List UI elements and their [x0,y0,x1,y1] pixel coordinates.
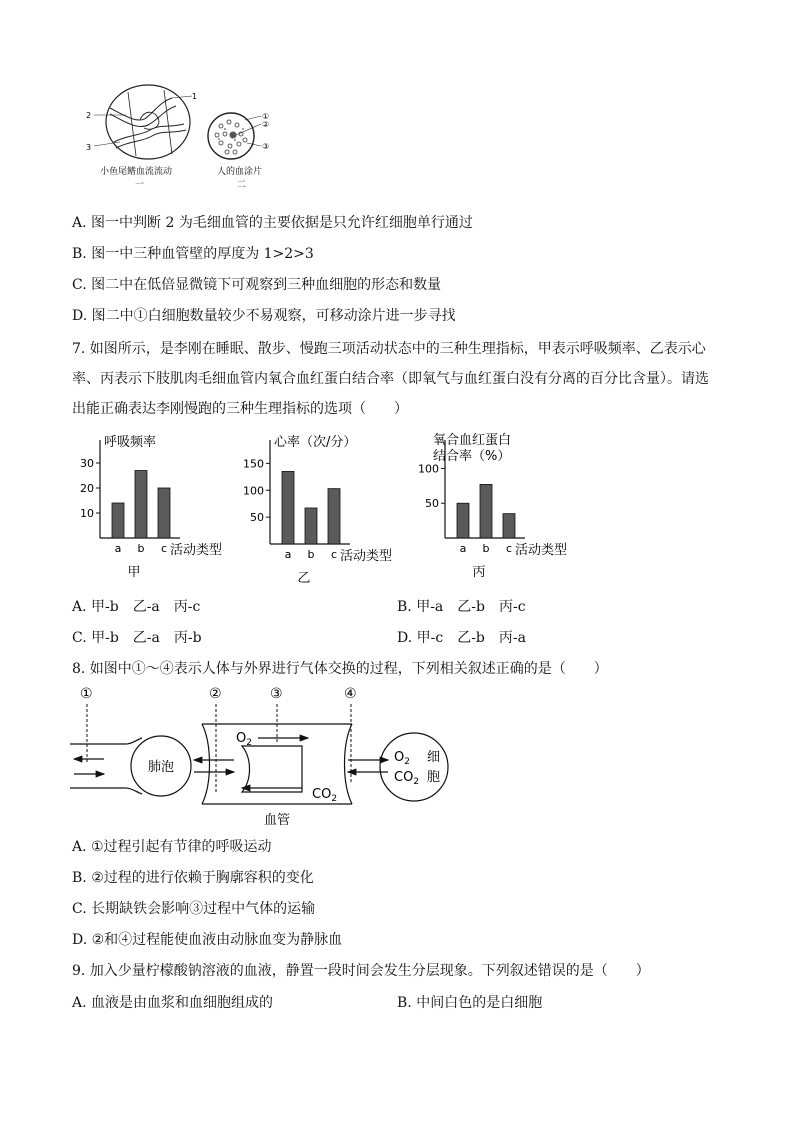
q8-option-b: B. ②过程的进行依赖于胸廓容积的变化 [72,870,314,886]
chart-1-bar-c [328,489,340,544]
blood-smear-figure [205,110,285,162]
fig1-number-1: 1 [192,92,198,101]
chart-0-ytick-label: 10 [80,507,94,520]
chart-2-bar-a [457,503,469,538]
q6-option-b: B. 图一中三种血管壁的厚度为 1>2>3 [72,246,314,262]
chart-2-ytick-label: 100 [418,462,439,476]
q7-option-a: A. 甲-b 乙-a 丙-c [72,599,201,615]
marker-4: ④ [344,686,357,702]
chart-0-ytick-label: 30 [80,457,94,470]
chart-1-xtick-c: c [330,548,338,561]
chart-1-bar-b [305,508,317,544]
chart-0-bar-a [112,503,124,538]
chart-1-ytick-label: 150 [243,457,264,471]
fig2-number-3: ③ [262,142,270,151]
chart-2-xlabel: 活动类型 [515,543,568,558]
chart-1-xtick-b: b [307,548,315,561]
chart-2-ylabel-line: 氧合血红蛋白 [433,433,512,448]
chart-2-xtick-a: a [459,542,467,555]
chart-0-ylabel: 呼吸频率 [104,435,157,450]
q7-charts [60,428,600,588]
chart-1-xlabel: 活动类型 [340,549,393,564]
co2-label-vessel: $CO_2$ [312,787,338,804]
chart-1-bar-a [282,471,294,544]
chart-2-caption: 丙 [472,565,486,580]
fig1-caption: 小鱼尾鳍血流流动 [100,167,173,177]
q7-stem-line3: 出能正确表达李刚慢跑的三种生理指标的选项（ ） [72,401,408,417]
chart-0-xtick-b: b [137,542,145,555]
chart-0-bar-c [158,488,170,538]
q7-stem-line1: 7. 如图所示，是李刚在睡眠、散步、慢跑三项活动状态中的三种生理指标，甲表示呼吸频率、乙表示心 [72,341,706,357]
chart-1-ytick-label: 100 [243,484,264,498]
q7-option-b: B. 甲-a 乙-b 丙-c [397,599,526,615]
gas-exchange-diagram [66,684,466,834]
chart-1-xtick-a: a [284,548,292,561]
fig2-number-2: ② [262,120,270,129]
q8-stem: 8. 如图中①～④表示人体与外界进行气体交换的过程，下列相关叙述正确的是（ ） [72,661,608,677]
q6-option-a: A. 图一中判断 2 为毛细血管的主要依据是只允许红细胞单行通过 [72,215,473,231]
chart-1-caption: 乙 [297,571,311,586]
o2-label-cell: $O_2$ [394,750,410,767]
chart-0-ytick-label: 20 [80,482,94,495]
chart-1-ytick-label: 50 [250,511,264,525]
chart-0-caption: 甲 [127,565,141,580]
chart-2-bar-c [503,514,515,538]
alveolus-label: 肺泡 [148,760,175,775]
chart-2-ytick-label: 50 [425,497,439,511]
marker-1: ① [80,686,93,702]
q6-option-c: C. 图二中在低倍显微镜下可观察到三种血细胞的形态和数量 [72,277,442,293]
top-figures [80,80,300,195]
fig2-number-1: ① [262,112,270,121]
q8-option-d: D. ②和④过程能使血液由动脉血变为静脉血 [72,932,343,948]
chart-2-xtick-c: c [505,542,513,555]
chart-2-bar-b [480,484,492,538]
fig1-number-2: 2 [86,111,92,120]
chart-0-xtick-c: c [160,542,168,555]
q9-option-a: A. 血液是由血浆和血细胞组成的 [72,995,274,1011]
q8-option-a: A. ①过程引起有节律的呼吸运动 [72,839,272,855]
chart-2-xtick-b: b [482,542,490,555]
q9-option-b: B. 中间白色的是白细胞 [397,995,543,1011]
q7-stem-line2: 率、丙表示下肢肌肉毛细血管内氧合血红蛋白结合率（即氧气与血红蛋白没有分离的百分比含量）。请选 [72,371,709,387]
vessel-label: 血管 [264,813,291,828]
q7-option-d: D. 甲-c 乙-b 丙-a [397,630,526,646]
q6-option-d: D. 图二中①白细胞数量较少不易观察，可移动涂片进一步寻找 [72,308,456,324]
fig1-number-3: 3 [86,143,92,152]
cell-char-1: 细 [427,750,441,765]
cell-char-2: 胞 [427,770,441,785]
o2-label-vessel: $O_2$ [236,731,252,748]
chart-0-xtick-a: a [114,542,122,555]
q9-stem: 9. 加入少量柠檬酸钠溶液的血液，静置一段时间会发生分层现象。下列叙述错误的是（ ） [72,963,650,979]
chart-1-ylabel: 心率（次/分） [274,435,357,450]
marker-2: ② [209,686,222,702]
fig2-label: 二 [237,180,247,190]
marker-3: ③ [270,686,283,702]
fig2-caption: 人的血涂片 [217,167,263,177]
chart-0-xlabel: 活动类型 [170,543,223,558]
fig1-label: 一 [135,180,145,190]
co2-label-cell: $CO_2$ [394,770,420,787]
chart-2-ylabel-line: 结合率（%） [433,449,511,464]
chart-0-bar-b [135,471,147,539]
q8-option-c: C. 长期缺铁会影响③过程中气体的运输 [72,901,316,917]
q7-option-c: C. 甲-b 乙-a 丙-b [72,630,202,646]
